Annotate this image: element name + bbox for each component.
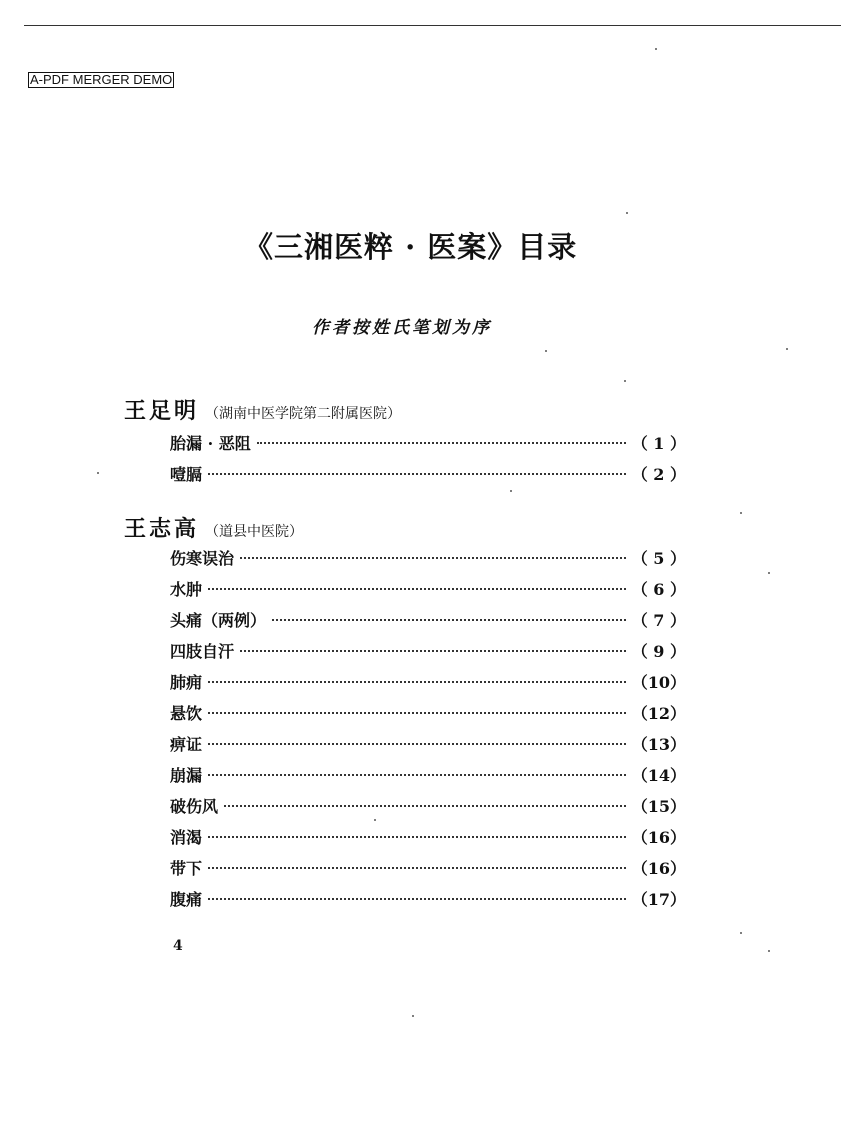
dot-leader xyxy=(208,898,626,900)
toc-entry-label: 噎膈 xyxy=(170,465,203,484)
author-heading xyxy=(124,394,401,425)
toc-entry-label: 痹证 xyxy=(170,735,203,754)
scan-speck xyxy=(740,512,742,514)
author-heading xyxy=(124,512,303,543)
toc-entry-page: （ 9 ） xyxy=(631,642,686,661)
dot-leader xyxy=(272,619,626,621)
toc-entry-label: 肺痈 xyxy=(170,673,203,692)
scan-speck xyxy=(626,212,628,214)
scan-speck xyxy=(768,572,770,574)
scan-speck xyxy=(768,950,770,952)
dot-leader xyxy=(208,473,626,475)
author-name: 王志高 xyxy=(124,516,200,542)
dot-leader xyxy=(208,867,626,869)
dot-leader xyxy=(240,557,626,559)
page-number: 4 xyxy=(173,938,183,954)
toc-entry-label: 破伤风 xyxy=(170,797,219,816)
toc-entry-page: （ 6 ） xyxy=(631,580,686,599)
dot-leader xyxy=(240,650,626,652)
toc-entry-list xyxy=(170,431,686,493)
toc-entry-label: 四肢自汗 xyxy=(170,642,235,661)
author-name: 王足明 xyxy=(124,398,200,424)
toc-entry-page: （ 5 ） xyxy=(631,549,686,568)
scan-speck xyxy=(510,490,512,492)
dot-leader xyxy=(208,712,626,714)
dot-leader xyxy=(208,836,626,838)
scan-speck xyxy=(374,819,376,821)
toc-entry[interactable] xyxy=(170,639,686,670)
top-rule xyxy=(24,25,841,26)
toc-entry[interactable] xyxy=(170,546,686,577)
dot-leader xyxy=(208,588,626,590)
toc-entry-page: （16） xyxy=(631,859,686,878)
toc-entry-label: 头痛（两例） xyxy=(170,611,267,630)
watermark-label: A-PDF MERGER DEMO xyxy=(30,72,173,87)
toc-entry-page: （10） xyxy=(631,673,686,692)
scan-speck xyxy=(740,932,742,934)
toc-entry[interactable] xyxy=(170,763,686,794)
scan-speck xyxy=(412,1015,414,1017)
toc-entry-page: （ 7 ） xyxy=(631,611,686,630)
toc-entry[interactable] xyxy=(170,856,686,887)
toc-entry-list xyxy=(170,546,686,918)
toc-entry-label: 水肿 xyxy=(170,580,203,599)
toc-entry[interactable] xyxy=(170,462,686,493)
scan-speck xyxy=(97,472,99,474)
dot-leader xyxy=(224,805,626,807)
toc-entry[interactable] xyxy=(170,670,686,701)
toc-entry-label: 腹痛 xyxy=(170,890,203,909)
toc-entry-label: 带下 xyxy=(170,859,203,878)
toc-entry-label: 崩漏 xyxy=(170,766,203,785)
dot-leader xyxy=(208,681,626,683)
toc-entry[interactable] xyxy=(170,608,686,639)
toc-entry-label: 悬饮 xyxy=(170,704,203,723)
toc-entry-page: （17） xyxy=(631,890,686,909)
toc-entry-page: （13） xyxy=(631,735,686,754)
toc-entry[interactable] xyxy=(170,794,686,825)
scan-speck xyxy=(624,380,626,382)
dot-leader xyxy=(208,743,626,745)
scan-speck xyxy=(655,48,657,50)
page-title: 《三湘医粹 · 医案》目录 xyxy=(244,230,578,264)
toc-entry-page: （14） xyxy=(631,766,686,785)
toc-entry-label: 胎漏 · 恶阻 xyxy=(170,434,251,453)
toc-entry[interactable] xyxy=(170,825,686,856)
toc-entry-page: （16） xyxy=(631,828,686,847)
toc-entry-page: （ 1 ） xyxy=(631,434,686,453)
toc-entry-page: （12） xyxy=(631,704,686,723)
dot-leader xyxy=(208,774,626,776)
toc-entry-label: 伤寒误治 xyxy=(170,549,235,568)
toc-entry-label: 消渴 xyxy=(170,828,203,847)
scan-speck xyxy=(545,350,547,352)
toc-entry-page: （ 2 ） xyxy=(631,465,686,484)
toc-entry[interactable] xyxy=(170,701,686,732)
toc-entry[interactable] xyxy=(170,431,686,462)
toc-entry[interactable] xyxy=(170,732,686,763)
scan-speck xyxy=(786,348,788,350)
toc-entry-page: （15） xyxy=(631,797,686,816)
page-subtitle: 作者按姓氏笔划为序 xyxy=(312,318,492,338)
toc-entry[interactable] xyxy=(170,887,686,918)
author-affiliation: （道县中医院） xyxy=(205,524,304,540)
toc-entry[interactable] xyxy=(170,577,686,608)
author-affiliation: （湖南中医学院第二附属医院） xyxy=(205,406,402,422)
dot-leader xyxy=(257,442,626,444)
